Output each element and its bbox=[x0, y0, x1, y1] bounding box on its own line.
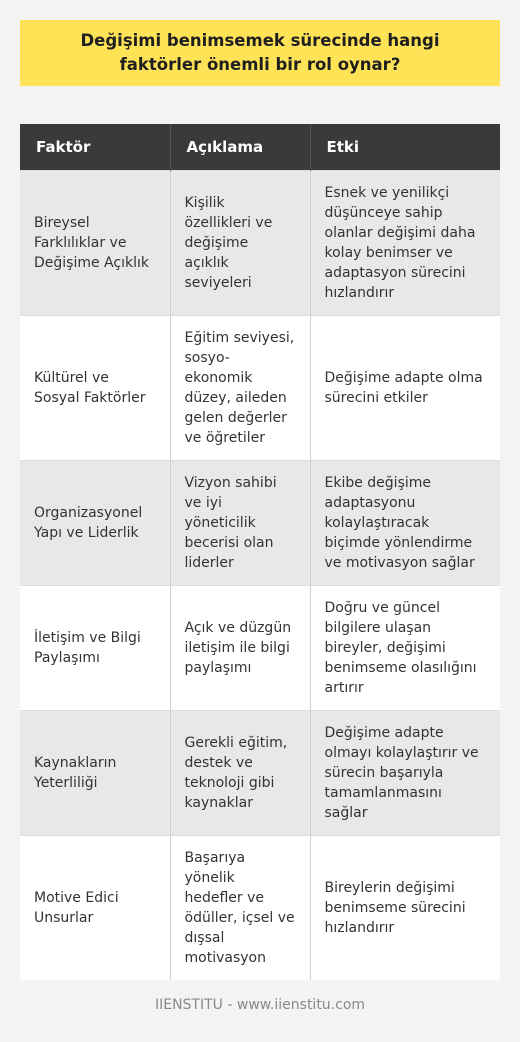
table-row bbox=[20, 835, 500, 980]
header-effect: Etki bbox=[310, 124, 500, 170]
cell-factor: Bireysel Farklılıklar ve Değişime Açıklık bbox=[20, 170, 170, 315]
cell-factor: İletişim ve Bilgi Paylaşımı bbox=[20, 585, 170, 710]
cell-effect: Ekibe değişime adaptasyonu kolaylaştıracak biçimde yönlendirme ve motivasyon sağlar bbox=[310, 460, 500, 585]
footer-credit: IIENSTITU - www.iienstitu.com bbox=[154, 997, 366, 1013]
table-row bbox=[20, 585, 500, 710]
cell-description: Başarıya yönelik hedefler ve ödüller, içsel ve dışsal motivasyon bbox=[170, 835, 310, 980]
factors-table bbox=[20, 124, 500, 980]
table-row bbox=[20, 460, 500, 585]
cell-effect: Doğru ve güncel bilgilere ulaşan bireyler, değişimi benimseme olasılığını artırır bbox=[310, 585, 500, 710]
cell-factor: Kaynakların Yeterliliği bbox=[20, 710, 170, 835]
cell-factor: Organizasyonel Yapı ve Liderlik bbox=[20, 460, 170, 585]
cell-effect: Değişime adapte olma sürecini etkiler bbox=[310, 315, 500, 460]
page-title: Değişimi benimsemek sürecinde hangi faktörler önemli bir rol oynar? bbox=[80, 31, 440, 74]
cell-description: Eğitim seviyesi, sosyo-ekonomik düzey, aileden gelen değerler ve öğretiler bbox=[170, 315, 310, 460]
cell-factor: Motive Edici Unsurlar bbox=[20, 835, 170, 980]
table-header-row bbox=[20, 124, 500, 170]
cell-effect: Bireylerin değişimi benimseme sürecini hızlandırır bbox=[310, 835, 500, 980]
cell-factor: Kültürel ve Sosyal Faktörler bbox=[20, 315, 170, 460]
cell-effect: Esnek ve yenilikçi düşünceye sahip olanlar değişimi daha kolay benimser ve adaptasyon sürecini hızlandırır bbox=[310, 170, 500, 315]
table-row bbox=[20, 170, 500, 315]
cell-description: Vizyon sahibi ve iyi yöneticilik becerisi olan liderler bbox=[170, 460, 310, 585]
table-row bbox=[20, 710, 500, 835]
title-banner bbox=[20, 20, 500, 86]
table-row bbox=[20, 315, 500, 460]
cell-description: Gerekli eğitim, destek ve teknoloji gibi kaynaklar bbox=[170, 710, 310, 835]
cell-description: Açık ve düzgün iletişim ile bilgi paylaşımı bbox=[170, 585, 310, 710]
cell-description: Kişilik özellikleri ve değişime açıklık seviyeleri bbox=[170, 170, 310, 315]
cell-effect: Değişime adapte olmayı kolaylaştırır ve sürecin başarıyla tamamlanmasını sağlar bbox=[310, 710, 500, 835]
header-description: Açıklama bbox=[170, 124, 310, 170]
header-factor: Faktör bbox=[20, 124, 170, 170]
